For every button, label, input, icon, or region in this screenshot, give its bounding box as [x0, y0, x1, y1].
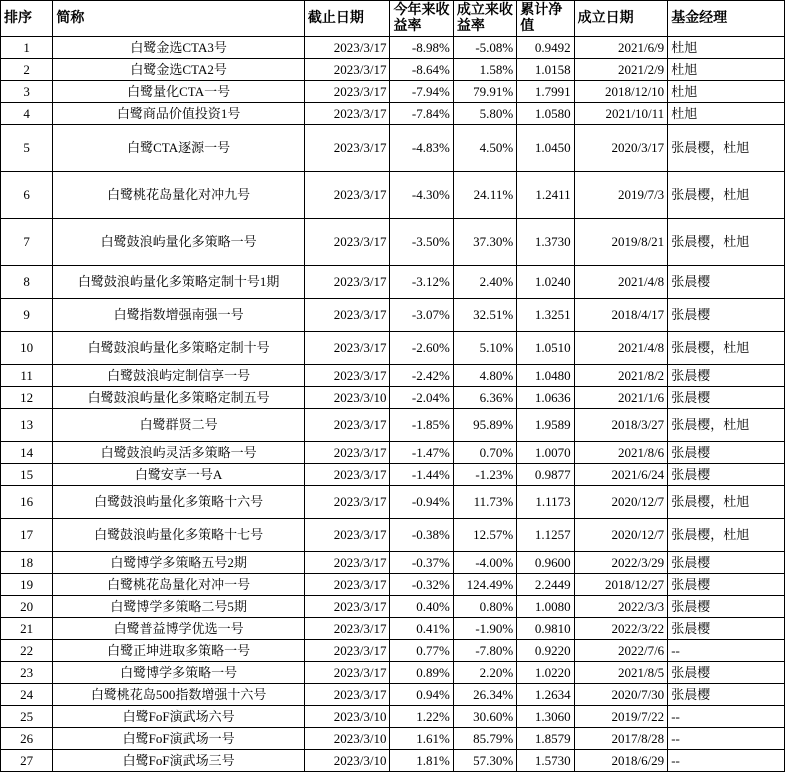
cell-ytd-return: -0.94% [390, 486, 453, 519]
cell-cumulative-nav: 1.7991 [517, 81, 574, 103]
cell-fund-manager: 张晨樱 [668, 266, 785, 299]
cell-cumulative-nav: 1.3251 [517, 299, 574, 332]
cell-fund-name: 白鹭鼓浪屿量化多策略十七号 [53, 519, 305, 552]
cell-since-inception-return: 0.70% [453, 442, 516, 464]
cell-rank: 22 [1, 640, 53, 662]
table-row[interactable] [1, 442, 785, 464]
cell-inception-date: 2019/7/22 [574, 706, 668, 728]
cell-cutoff-date: 2023/3/17 [304, 442, 390, 464]
cell-since-inception-return: 4.50% [453, 125, 516, 172]
cell-inception-date: 2020/7/30 [574, 684, 668, 706]
cell-rank: 23 [1, 662, 53, 684]
cell-cumulative-nav: 1.8579 [517, 728, 574, 750]
cell-fund-name: 白鹭鼓浪屿量化多策略定制五号 [53, 387, 305, 409]
cell-cumulative-nav: 1.0510 [517, 332, 574, 365]
cell-ytd-return: -3.07% [390, 299, 453, 332]
cell-inception-date: 2018/12/10 [574, 81, 668, 103]
cell-rank: 11 [1, 365, 53, 387]
cell-cutoff-date: 2023/3/17 [304, 486, 390, 519]
cell-rank: 5 [1, 125, 53, 172]
cell-cumulative-nav: 1.0240 [517, 266, 574, 299]
table-row[interactable] [1, 684, 785, 706]
cell-since-inception-return: 2.20% [453, 662, 516, 684]
cell-fund-name: 白鹭商品价值投资1号 [53, 103, 305, 125]
cell-ytd-return: -1.85% [390, 409, 453, 442]
cell-fund-manager: 杜旭 [668, 59, 785, 81]
cell-cumulative-nav: 1.5730 [517, 750, 574, 772]
cell-fund-manager: -- [668, 728, 785, 750]
cell-cumulative-nav: 1.0636 [517, 387, 574, 409]
cell-since-inception-return: 5.10% [453, 332, 516, 365]
cell-rank: 2 [1, 59, 53, 81]
cell-rank: 18 [1, 552, 53, 574]
cell-ytd-return: -7.94% [390, 81, 453, 103]
table-header-row [1, 1, 785, 37]
table-row[interactable] [1, 299, 785, 332]
cell-fund-manager: -- [668, 640, 785, 662]
cell-fund-name: 白鹭正坤进取多策略一号 [53, 640, 305, 662]
cell-fund-name: 白鹭鼓浪屿量化多策略十六号 [53, 486, 305, 519]
cell-ytd-return: -1.47% [390, 442, 453, 464]
cell-fund-manager: -- [668, 750, 785, 772]
cell-cumulative-nav: 1.0158 [517, 59, 574, 81]
cell-cutoff-date: 2023/3/17 [304, 219, 390, 266]
header-name[interactable]: 简称 [53, 1, 305, 37]
cell-cumulative-nav: 1.3060 [517, 706, 574, 728]
cell-since-inception-return: 12.57% [453, 519, 516, 552]
cell-since-inception-return: 32.51% [453, 299, 516, 332]
cell-since-inception-return: 1.58% [453, 59, 516, 81]
cell-fund-name: 白鹭指数增强南强一号 [53, 299, 305, 332]
cell-ytd-return: -0.37% [390, 552, 453, 574]
cell-cutoff-date: 2023/3/17 [304, 684, 390, 706]
cell-since-inception-return: 30.60% [453, 706, 516, 728]
cell-cutoff-date: 2023/3/17 [304, 519, 390, 552]
cell-since-inception-return: 124.49% [453, 574, 516, 596]
cell-fund-name: 白鹭普益博学优选一号 [53, 618, 305, 640]
cell-inception-date: 2018/12/27 [574, 574, 668, 596]
cell-cutoff-date: 2023/3/17 [304, 103, 390, 125]
cell-inception-date: 2021/2/9 [574, 59, 668, 81]
cell-inception-date: 2021/8/2 [574, 365, 668, 387]
cell-inception-date: 2017/8/28 [574, 728, 668, 750]
cell-rank: 3 [1, 81, 53, 103]
table-row[interactable] [1, 172, 785, 219]
cell-since-inception-return: 5.80% [453, 103, 516, 125]
header-cumulative-nav[interactable]: 累计净值 [517, 1, 574, 37]
cell-inception-date: 2018/4/17 [574, 299, 668, 332]
table-row[interactable] [1, 640, 785, 662]
table-row[interactable] [1, 125, 785, 172]
header-since-inception-return[interactable]: 成立来收益率 [453, 1, 516, 37]
cell-rank: 6 [1, 172, 53, 219]
cell-rank: 21 [1, 618, 53, 640]
cell-fund-manager: 张晨樱 [668, 464, 785, 486]
table-row[interactable] [1, 574, 785, 596]
cell-cutoff-date: 2023/3/17 [304, 299, 390, 332]
cell-fund-name: 白鹭鼓浪屿量化多策略定制十号 [53, 332, 305, 365]
cell-inception-date: 2021/8/6 [574, 442, 668, 464]
cell-rank: 8 [1, 266, 53, 299]
cell-fund-manager: 杜旭 [668, 37, 785, 59]
cell-ytd-return: -1.44% [390, 464, 453, 486]
table-row[interactable] [1, 596, 785, 618]
cell-fund-manager: 张晨樱 [668, 365, 785, 387]
cell-inception-date: 2021/1/6 [574, 387, 668, 409]
cell-fund-name: 白鹭安享一号A [53, 464, 305, 486]
cell-fund-manager: 杜旭 [668, 103, 785, 125]
cell-rank: 9 [1, 299, 53, 332]
table-row[interactable] [1, 486, 785, 519]
cell-ytd-return: 0.89% [390, 662, 453, 684]
cell-fund-manager: 张晨樱 [668, 684, 785, 706]
cell-since-inception-return: 79.91% [453, 81, 516, 103]
cell-cumulative-nav: 1.2411 [517, 172, 574, 219]
cell-since-inception-return: -1.90% [453, 618, 516, 640]
cell-since-inception-return: 11.73% [453, 486, 516, 519]
cell-inception-date: 2018/3/27 [574, 409, 668, 442]
cell-fund-name: 白鹭CTA逐源一号 [53, 125, 305, 172]
cell-cumulative-nav: 1.0080 [517, 596, 574, 618]
cell-ytd-return: 1.22% [390, 706, 453, 728]
cell-fund-name: 白鹭桃花岛量化对冲九号 [53, 172, 305, 219]
cell-inception-date: 2020/3/17 [574, 125, 668, 172]
cell-cutoff-date: 2023/3/17 [304, 266, 390, 299]
cell-cumulative-nav: 0.9492 [517, 37, 574, 59]
cell-since-inception-return: 57.30% [453, 750, 516, 772]
cell-rank: 17 [1, 519, 53, 552]
cell-inception-date: 2022/7/6 [574, 640, 668, 662]
cell-since-inception-return: -1.23% [453, 464, 516, 486]
cell-since-inception-return: 4.80% [453, 365, 516, 387]
cell-ytd-return: 1.61% [390, 728, 453, 750]
cell-cumulative-nav: 1.0220 [517, 662, 574, 684]
cell-cutoff-date: 2023/3/17 [304, 552, 390, 574]
cell-fund-name: 白鹭FoF演武场三号 [53, 750, 305, 772]
cell-since-inception-return: 37.30% [453, 219, 516, 266]
cell-cumulative-nav: 0.9600 [517, 552, 574, 574]
cell-cutoff-date: 2023/3/17 [304, 125, 390, 172]
cell-ytd-return: 0.77% [390, 640, 453, 662]
cell-since-inception-return: 6.36% [453, 387, 516, 409]
cell-rank: 1 [1, 37, 53, 59]
cell-fund-name: 白鹭鼓浪屿定制信享一号 [53, 365, 305, 387]
table-row[interactable] [1, 409, 785, 442]
table-row[interactable] [1, 219, 785, 266]
cell-cutoff-date: 2023/3/17 [304, 640, 390, 662]
cell-cutoff-date: 2023/3/17 [304, 37, 390, 59]
cell-rank: 19 [1, 574, 53, 596]
cell-fund-name: 白鹭量化CTA一号 [53, 81, 305, 103]
cell-ytd-return: -8.64% [390, 59, 453, 81]
cell-cutoff-date: 2023/3/10 [304, 750, 390, 772]
cell-since-inception-return: 0.80% [453, 596, 516, 618]
table-row[interactable] [1, 266, 785, 299]
table-row[interactable] [1, 618, 785, 640]
cell-cutoff-date: 2023/3/10 [304, 706, 390, 728]
table-row[interactable] [1, 519, 785, 552]
cell-cutoff-date: 2023/3/17 [304, 409, 390, 442]
cell-ytd-return: -3.50% [390, 219, 453, 266]
cell-since-inception-return: 95.89% [453, 409, 516, 442]
cell-fund-name: 白鹭FoF演武场六号 [53, 706, 305, 728]
cell-fund-name: 白鹭桃花岛500指数增强十六号 [53, 684, 305, 706]
cell-rank: 20 [1, 596, 53, 618]
cell-fund-manager: 张晨樱 [668, 662, 785, 684]
cell-ytd-return: -7.84% [390, 103, 453, 125]
header-rank[interactable]: 排序 [1, 1, 53, 37]
cell-cutoff-date: 2023/3/10 [304, 728, 390, 750]
cell-fund-name: 白鹭博学多策略二号5期 [53, 596, 305, 618]
cell-rank: 15 [1, 464, 53, 486]
cell-rank: 26 [1, 728, 53, 750]
table-row[interactable] [1, 464, 785, 486]
cell-cutoff-date: 2023/3/17 [304, 332, 390, 365]
cell-fund-manager: 张晨樱 [668, 596, 785, 618]
cell-cutoff-date: 2023/3/17 [304, 464, 390, 486]
cell-inception-date: 2021/4/8 [574, 266, 668, 299]
cell-inception-date: 2022/3/22 [574, 618, 668, 640]
table-row[interactable] [1, 365, 785, 387]
cell-cutoff-date: 2023/3/10 [304, 387, 390, 409]
cell-fund-manager: 张晨樱，杜旭 [668, 409, 785, 442]
cell-ytd-return: -2.42% [390, 365, 453, 387]
table-row[interactable] [1, 37, 785, 59]
cell-fund-name: 白鹭FoF演武场一号 [53, 728, 305, 750]
cell-rank: 7 [1, 219, 53, 266]
cell-fund-manager: 张晨樱 [668, 574, 785, 596]
cell-cumulative-nav: 1.0450 [517, 125, 574, 172]
table-row[interactable] [1, 103, 785, 125]
cell-cumulative-nav: 1.1173 [517, 486, 574, 519]
cell-rank: 24 [1, 684, 53, 706]
cell-cutoff-date: 2023/3/17 [304, 662, 390, 684]
cell-cumulative-nav: 0.9877 [517, 464, 574, 486]
cell-inception-date: 2021/10/11 [574, 103, 668, 125]
cell-ytd-return: -0.38% [390, 519, 453, 552]
cell-cumulative-nav: 1.9589 [517, 409, 574, 442]
cell-fund-manager: 张晨樱，杜旭 [668, 332, 785, 365]
cell-inception-date: 2019/8/21 [574, 219, 668, 266]
cell-fund-name: 白鹭鼓浪屿灵活多策略一号 [53, 442, 305, 464]
cell-fund-manager: 张晨樱，杜旭 [668, 519, 785, 552]
cell-inception-date: 2022/3/29 [574, 552, 668, 574]
cell-ytd-return: -0.32% [390, 574, 453, 596]
cell-cumulative-nav: 2.2449 [517, 574, 574, 596]
cell-ytd-return: 1.81% [390, 750, 453, 772]
table-row[interactable] [1, 728, 785, 750]
cell-fund-manager: -- [668, 706, 785, 728]
cell-inception-date: 2018/6/29 [574, 750, 668, 772]
cell-inception-date: 2021/6/9 [574, 37, 668, 59]
table-row[interactable] [1, 750, 785, 772]
cell-cumulative-nav: 0.9810 [517, 618, 574, 640]
cell-cumulative-nav: 1.2634 [517, 684, 574, 706]
cell-fund-manager: 张晨樱 [668, 387, 785, 409]
cell-rank: 4 [1, 103, 53, 125]
cell-since-inception-return: 26.34% [453, 684, 516, 706]
cell-rank: 14 [1, 442, 53, 464]
header-inception-date[interactable]: 成立日期 [574, 1, 668, 37]
cell-cumulative-nav: 0.9220 [517, 640, 574, 662]
cell-cumulative-nav: 1.0580 [517, 103, 574, 125]
table-row[interactable] [1, 59, 785, 81]
cell-cutoff-date: 2023/3/17 [304, 574, 390, 596]
cell-fund-manager: 张晨樱 [668, 618, 785, 640]
cell-fund-name: 白鹭鼓浪屿量化多策略定制十号1期 [53, 266, 305, 299]
cell-fund-name: 白鹭鼓浪屿量化多策略一号 [53, 219, 305, 266]
cell-cutoff-date: 2023/3/17 [304, 365, 390, 387]
cell-ytd-return: -2.04% [390, 387, 453, 409]
cell-cumulative-nav: 1.3730 [517, 219, 574, 266]
cell-ytd-return: 0.41% [390, 618, 453, 640]
cell-rank: 25 [1, 706, 53, 728]
cell-inception-date: 2022/3/3 [574, 596, 668, 618]
table-row[interactable] [1, 332, 785, 365]
cell-ytd-return: -4.83% [390, 125, 453, 172]
cell-fund-name: 白鹭桃花岛量化对冲一号 [53, 574, 305, 596]
table-row[interactable] [1, 387, 785, 409]
table-row[interactable] [1, 662, 785, 684]
cell-rank: 10 [1, 332, 53, 365]
cell-ytd-return: 0.94% [390, 684, 453, 706]
cell-fund-manager: 张晨樱，杜旭 [668, 219, 785, 266]
cell-since-inception-return: 2.40% [453, 266, 516, 299]
cell-rank: 12 [1, 387, 53, 409]
cell-fund-manager: 张晨樱 [668, 442, 785, 464]
cell-fund-name: 白鹭群贤二号 [53, 409, 305, 442]
cell-cutoff-date: 2023/3/17 [304, 172, 390, 219]
cell-inception-date: 2021/4/8 [574, 332, 668, 365]
cell-rank: 27 [1, 750, 53, 772]
cell-cumulative-nav: 1.1257 [517, 519, 574, 552]
header-ytd-return[interactable]: 今年来收益率 [390, 1, 453, 37]
cell-fund-manager: 张晨樱，杜旭 [668, 125, 785, 172]
table-row[interactable] [1, 552, 785, 574]
cell-fund-name: 白鹭金选CTA3号 [53, 37, 305, 59]
cell-fund-manager: 张晨樱，杜旭 [668, 486, 785, 519]
cell-cumulative-nav: 1.0070 [517, 442, 574, 464]
header-fund-manager[interactable]: 基金经理 [668, 1, 785, 37]
header-cutoff-date[interactable]: 截止日期 [304, 1, 390, 37]
cell-fund-manager: 杜旭 [668, 81, 785, 103]
cell-ytd-return: -2.60% [390, 332, 453, 365]
cell-rank: 16 [1, 486, 53, 519]
cell-fund-manager: 张晨樱 [668, 552, 785, 574]
cell-cutoff-date: 2023/3/17 [304, 59, 390, 81]
cell-inception-date: 2020/12/7 [574, 519, 668, 552]
cell-fund-name: 白鹭博学多策略五号2期 [53, 552, 305, 574]
table-row[interactable] [1, 81, 785, 103]
cell-inception-date: 2021/6/24 [574, 464, 668, 486]
cell-rank: 13 [1, 409, 53, 442]
cell-since-inception-return: 24.11% [453, 172, 516, 219]
cell-cutoff-date: 2023/3/17 [304, 618, 390, 640]
cell-fund-manager: 张晨樱 [668, 299, 785, 332]
cell-fund-name: 白鹭金选CTA2号 [53, 59, 305, 81]
cell-since-inception-return: -5.08% [453, 37, 516, 59]
cell-inception-date: 2019/7/3 [574, 172, 668, 219]
cell-ytd-return: -8.98% [390, 37, 453, 59]
cell-inception-date: 2020/12/7 [574, 486, 668, 519]
cell-fund-manager: 张晨樱，杜旭 [668, 172, 785, 219]
table-row[interactable] [1, 706, 785, 728]
cell-ytd-return: -3.12% [390, 266, 453, 299]
cell-since-inception-return: -4.00% [453, 552, 516, 574]
cell-fund-name: 白鹭博学多策略一号 [53, 662, 305, 684]
cell-ytd-return: 0.40% [390, 596, 453, 618]
cell-cutoff-date: 2023/3/17 [304, 81, 390, 103]
cell-ytd-return: -4.30% [390, 172, 453, 219]
cell-since-inception-return: -7.80% [453, 640, 516, 662]
cell-cutoff-date: 2023/3/17 [304, 596, 390, 618]
cell-since-inception-return: 85.79% [453, 728, 516, 750]
cell-cumulative-nav: 1.0480 [517, 365, 574, 387]
cell-inception-date: 2021/8/5 [574, 662, 668, 684]
